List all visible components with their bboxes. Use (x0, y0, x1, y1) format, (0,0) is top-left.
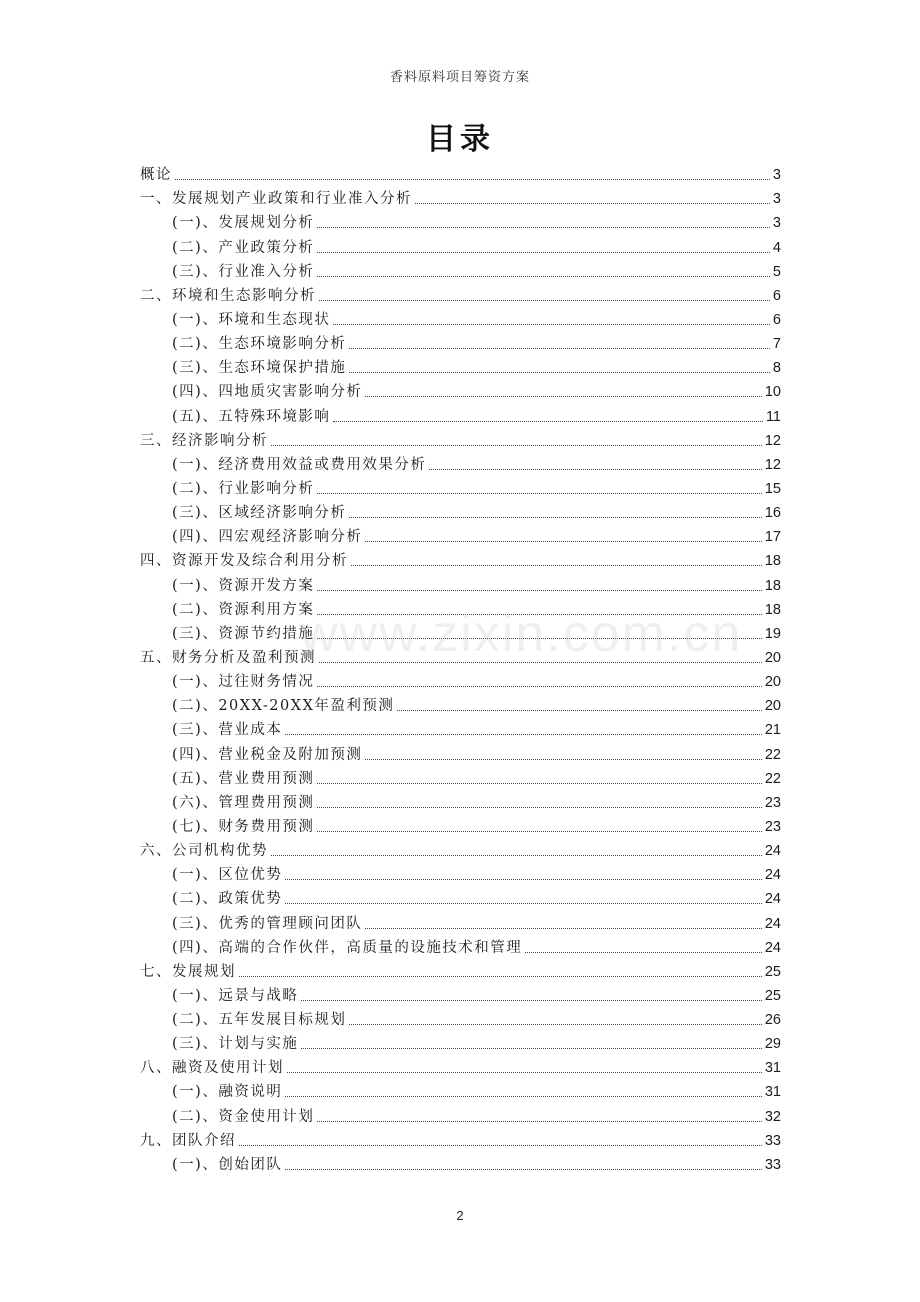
toc-entry[interactable] (140, 1054, 781, 1078)
toc-entry-label: (一)、过往财务情况 (172, 674, 315, 691)
toc-dot-leader (365, 928, 762, 929)
toc-dot-leader (317, 493, 762, 494)
toc-entry[interactable] (140, 547, 781, 571)
toc-entry-label: 六、公司机构优势 (140, 843, 268, 860)
toc-dot-leader (365, 396, 762, 397)
toc-dot-leader (333, 324, 770, 325)
toc-dot-leader (317, 783, 762, 784)
toc-entry[interactable] (140, 596, 781, 620)
toc-entry-label: 二、环境和生态影响分析 (140, 287, 316, 304)
toc-list (140, 161, 781, 1175)
toc-dot-leader (319, 300, 770, 301)
toc-dot-leader (317, 276, 770, 277)
toc-dot-leader (365, 541, 762, 542)
toc-entry-page: 32 (764, 1108, 781, 1125)
toc-entry-label: (二)、资源利用方案 (172, 601, 315, 618)
toc-entry-page: 11 (765, 408, 781, 425)
toc-entry-page: 8 (772, 360, 781, 377)
toc-entry-label: (一)、区位优势 (172, 867, 283, 884)
toc-entry[interactable] (140, 934, 781, 958)
toc-dot-leader (349, 372, 770, 373)
toc-entry[interactable] (140, 402, 781, 426)
toc-entry-page: 23 (764, 818, 781, 835)
toc-entry-label: (一)、资源开发方案 (172, 577, 315, 594)
toc-entry[interactable] (140, 306, 781, 330)
toc-entry-label: (五)、营业费用预测 (172, 770, 315, 787)
toc-entry[interactable] (140, 740, 781, 764)
toc-entry-label: 九、团队介绍 (140, 1132, 236, 1149)
toc-entry-page: 18 (764, 601, 781, 618)
toc-entry-label: 三、经济影响分析 (140, 432, 268, 449)
toc-title: 目录 (426, 122, 494, 157)
toc-entry[interactable] (140, 1030, 781, 1054)
toc-entry-label: (一)、创始团队 (172, 1156, 283, 1173)
toc-entry-page: 3 (772, 191, 781, 208)
toc-entry[interactable] (140, 475, 781, 499)
toc-dot-leader (317, 686, 762, 687)
toc-entry-label: (一)、经济费用效益或费用效果分析 (172, 456, 427, 473)
toc-dot-leader (333, 421, 763, 422)
toc-entry[interactable] (140, 330, 781, 354)
toc-entry[interactable] (140, 692, 781, 716)
toc-entry-label: 七、发展规划 (140, 963, 236, 980)
toc-entry[interactable] (140, 885, 781, 909)
toc-entry[interactable] (140, 861, 781, 885)
toc-entry[interactable] (140, 571, 781, 595)
toc-entry-page: 20 (764, 698, 781, 715)
toc-entry-label: (四)、营业税金及附加预测 (172, 746, 363, 763)
toc-entry[interactable] (140, 716, 781, 740)
toc-entry[interactable] (140, 209, 781, 233)
toc-entry-label: (三)、计划与实施 (172, 1036, 299, 1053)
toc-entry-label: (二)、资金使用计划 (172, 1108, 315, 1125)
toc-entry-page: 24 (764, 915, 781, 932)
toc-entry-label: (四)、四地质灾害影响分析 (172, 384, 363, 401)
toc-dot-leader (287, 1072, 762, 1073)
toc-dot-leader (285, 1169, 762, 1170)
toc-entry[interactable] (140, 837, 781, 861)
toc-dot-leader (317, 227, 770, 228)
toc-entry[interactable] (140, 499, 781, 523)
toc-entry[interactable] (140, 1078, 781, 1102)
toc-entry-label: (三)、生态环境保护措施 (172, 360, 347, 377)
toc-entry-page: 10 (764, 384, 781, 401)
toc-entry-page: 33 (764, 1132, 781, 1149)
toc-dot-leader (351, 565, 762, 566)
toc-dot-leader (317, 590, 762, 591)
toc-entry-label: (二)、行业影响分析 (172, 480, 315, 497)
toc-dot-leader (349, 348, 770, 349)
toc-entry-label: (三)、资源节约措施 (172, 625, 315, 642)
toc-dot-leader (349, 517, 762, 518)
toc-entry-page: 29 (764, 1036, 781, 1053)
toc-entry-page: 4 (772, 239, 781, 256)
toc-dot-leader (271, 445, 762, 446)
toc-entry[interactable] (140, 161, 781, 185)
toc-entry[interactable] (140, 644, 781, 668)
toc-entry-page: 12 (764, 456, 781, 473)
toc-entry-page: 24 (764, 939, 781, 956)
toc-entry-page: 3 (772, 215, 781, 232)
toc-entry[interactable] (140, 620, 781, 644)
toc-entry-label: 四、资源开发及综合利用分析 (140, 553, 348, 570)
toc-entry-label: (一)、融资说明 (172, 1084, 283, 1101)
toc-entry[interactable] (140, 982, 781, 1006)
toc-entry-page: 20 (764, 649, 781, 666)
toc-entry-page: 20 (764, 674, 781, 691)
toc-entry-page: 31 (764, 1084, 781, 1101)
toc-entry-page: 22 (764, 746, 781, 763)
toc-entry-label: (一)、环境和生态现状 (172, 311, 331, 328)
toc-dot-leader (285, 1096, 762, 1097)
toc-entry-page: 24 (764, 843, 781, 860)
toc-entry[interactable] (140, 378, 781, 402)
watermark: www.zixin.com.cn (300, 605, 743, 663)
toc-entry[interactable] (140, 427, 781, 451)
toc-dot-leader (525, 952, 762, 953)
toc-entry-label: 八、融资及使用计划 (140, 1060, 284, 1077)
toc-entry-page: 31 (764, 1060, 781, 1077)
toc-entry-label: 五、财务分析及盈利预测 (140, 649, 316, 666)
toc-entry-page: 5 (772, 263, 781, 280)
toc-entry-label: (七)、财务费用预测 (172, 818, 315, 835)
toc-entry-label: (一)、远景与战略 (172, 987, 299, 1004)
toc-dot-leader (349, 1024, 762, 1025)
toc-entry-page: 22 (764, 770, 781, 787)
toc-dot-leader (301, 1048, 762, 1049)
toc-entry-page: 25 (764, 963, 781, 980)
toc-entry[interactable] (140, 813, 781, 837)
toc-entry-page: 6 (772, 287, 781, 304)
toc-entry[interactable] (140, 185, 781, 209)
toc-entry-label: (一)、发展规划分析 (172, 215, 315, 232)
toc-dot-leader (317, 614, 762, 615)
toc-entry[interactable] (140, 668, 781, 692)
toc-entry-page: 15 (764, 480, 781, 497)
toc-dot-leader (239, 1145, 762, 1146)
toc-entry-page: 24 (764, 867, 781, 884)
toc-entry[interactable] (140, 354, 781, 378)
toc-entry-label: (三)、区域经济影响分析 (172, 505, 347, 522)
toc-entry-page: 21 (764, 722, 781, 739)
toc-entry-page: 23 (764, 794, 781, 811)
toc-entry-page: 25 (764, 987, 781, 1004)
toc-entry-label: (三)、行业准入分析 (172, 263, 315, 280)
toc-dot-leader (271, 855, 762, 856)
toc-entry[interactable] (140, 765, 781, 789)
toc-entry[interactable] (140, 258, 781, 282)
toc-entry-page: 3 (772, 167, 781, 184)
toc-dot-leader (175, 179, 770, 180)
toc-entry-page: 18 (764, 553, 781, 570)
toc-dot-leader (365, 759, 762, 760)
toc-dot-leader (301, 1000, 762, 1001)
running-header: 香料原料项目筹资方案 (389, 70, 530, 85)
toc-dot-leader (429, 469, 762, 470)
page-number: 2 (456, 1208, 464, 1223)
toc-entry[interactable] (140, 909, 781, 933)
toc-dot-leader (317, 638, 762, 639)
toc-entry[interactable] (140, 233, 781, 257)
toc-entry-label: (二)、产业政策分析 (172, 239, 315, 256)
toc-entry[interactable] (140, 1127, 781, 1151)
toc-entry-label: (三)、营业成本 (172, 722, 283, 739)
toc-entry-page: 26 (764, 1012, 781, 1029)
toc-entry[interactable] (140, 1102, 781, 1126)
toc-dot-leader (285, 734, 762, 735)
toc-entry-label: (三)、优秀的管理顾问团队 (172, 915, 363, 932)
toc-entry[interactable] (140, 523, 781, 547)
toc-dot-leader (317, 831, 762, 832)
toc-entry-page: 6 (772, 311, 781, 328)
toc-entry-page: 33 (764, 1156, 781, 1173)
toc-entry[interactable] (140, 789, 781, 813)
toc-entry[interactable] (140, 1006, 781, 1030)
toc-entry-page: 18 (764, 577, 781, 594)
toc-dot-leader (397, 710, 761, 711)
toc-entry[interactable] (140, 451, 781, 475)
toc-entry-label: (二)、政策优势 (172, 891, 283, 908)
toc-entry-label: (四)、四宏观经济影响分析 (172, 529, 363, 546)
toc-dot-leader (285, 903, 762, 904)
toc-entry-label: 概论 (140, 167, 172, 184)
toc-entry[interactable] (140, 282, 781, 306)
toc-dot-leader (285, 879, 762, 880)
toc-dot-leader (317, 807, 762, 808)
toc-entry-label: (二)、20XX-20XX年盈利预测 (172, 698, 395, 715)
toc-dot-leader (317, 252, 770, 253)
toc-dot-leader (317, 1121, 762, 1122)
toc-dot-leader (415, 203, 770, 204)
toc-entry-label: (四)、高端的合作伙伴，高质量的设施技术和管理 (172, 939, 523, 956)
toc-entry-page: 24 (764, 891, 781, 908)
toc-entry-page: 7 (772, 336, 781, 353)
toc-entry-page: 12 (764, 432, 781, 449)
toc-entry[interactable] (140, 1151, 781, 1175)
toc-entry-page: 16 (764, 505, 781, 522)
toc-entry-label: (五)、五特殊环境影响 (172, 408, 331, 425)
toc-entry-label: (二)、生态环境影响分析 (172, 336, 347, 353)
toc-dot-leader (319, 662, 762, 663)
toc-entry-page: 19 (764, 625, 781, 642)
toc-entry-label: (六)、管理费用预测 (172, 794, 315, 811)
toc-entry-page: 17 (764, 529, 781, 546)
toc-entry-label: 一、发展规划产业政策和行业准入分析 (140, 191, 412, 208)
toc-entry-label: (二)、五年发展目标规划 (172, 1012, 347, 1029)
toc-entry[interactable] (140, 958, 781, 982)
toc-dot-leader (239, 976, 762, 977)
